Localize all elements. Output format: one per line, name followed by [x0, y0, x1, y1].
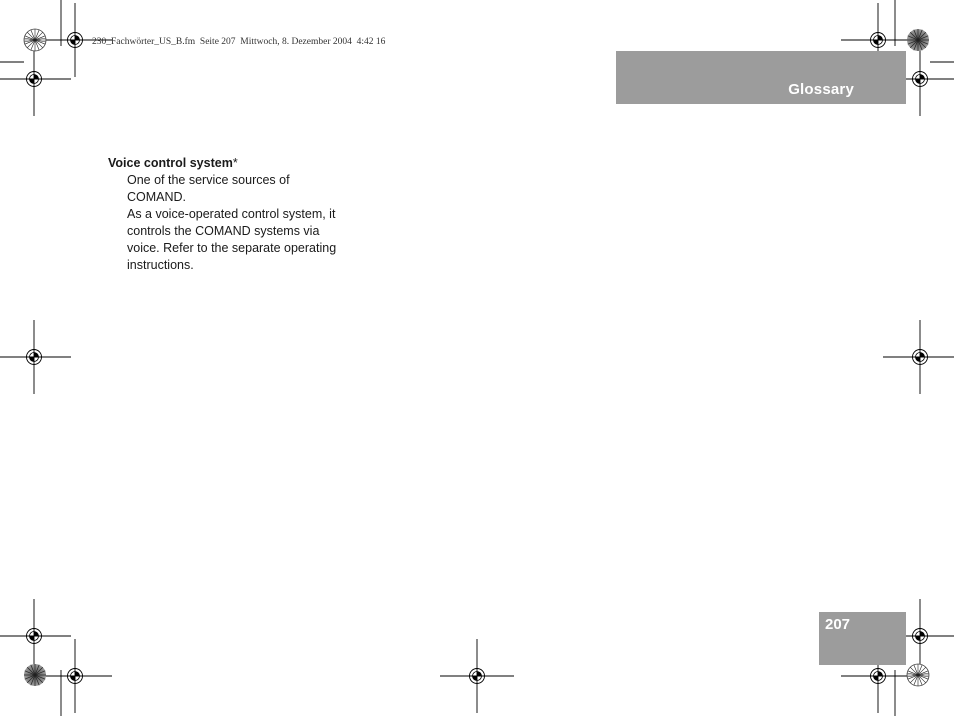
glossary-entry — [108, 155, 358, 274]
definition-line: As a voice-operated control system, it — [127, 207, 336, 221]
starburst-bottom-right — [907, 664, 929, 686]
starburst-top-left — [24, 29, 46, 51]
page-number: 207 — [825, 616, 851, 633]
section-tab — [616, 51, 906, 104]
registration-mark-bottom-left — [38, 639, 112, 713]
page-number-box — [819, 612, 906, 665]
registration-mark-left-lower — [0, 599, 71, 673]
entry-definition — [127, 172, 358, 274]
starburst-bottom-left — [24, 664, 46, 686]
registration-mark-bottom-center — [440, 639, 514, 713]
registration-mark-left-middle — [0, 320, 71, 394]
registration-mark-right-middle — [883, 320, 954, 394]
definition-line: One of the service sources of — [127, 173, 290, 187]
optional-equipment-marker: * — [232, 156, 238, 170]
entry-term: Voice control system — [108, 156, 233, 170]
definition-line: voice. Refer to the separate operating — [127, 241, 337, 255]
entry-term-line — [108, 155, 358, 172]
section-title: Glossary — [788, 81, 854, 98]
definition-line: controls the COMAND systems via — [127, 224, 320, 238]
definition-line: COMAND. — [127, 190, 187, 204]
print-header-line: 230_Fachwörter_US_B.fm Seite 207 Mittwoch, 8. Dezember 2004 4:42 16 — [92, 37, 386, 47]
registration-mark-left-upper — [0, 42, 71, 116]
definition-line: instructions. — [127, 258, 194, 272]
starburst-top-right — [907, 29, 929, 51]
